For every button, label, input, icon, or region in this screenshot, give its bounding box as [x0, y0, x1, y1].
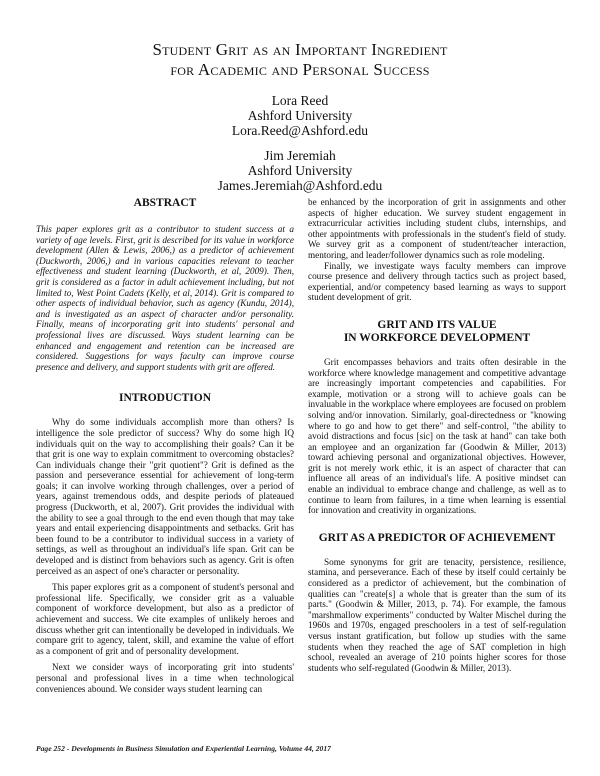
author-name: Jim Jeremiah: [264, 148, 336, 163]
workforce-heading-line-1: GRIT AND ITS VALUE: [377, 318, 497, 331]
author-affiliation: Ashford University: [247, 108, 353, 123]
predictor-paragraph: Some synonyms for grit are tenacity, persistence, resilience, stamina, and perseverance. Each of these by itself could certainly be considered as a predictor of achievement, but the combination of qualities can "create[s] a whole that is greater than the sum of its parts." (Goodwin & Miller, 2013, p. 74). For example, the famous "marshmallow experiments" conducted by Walter Mischel during the 1960s and 1970s, engaged preschoolers in a test of self-regulation versus instant gratification, but follow up studies with the same students when they reached the age of SAT completion in high school, revealed an average of 210 points higher scores for those students who self-regulated (Goodwin & Miller, 2013).: [308, 556, 566, 673]
intro-paragraph-1: Why do some individuals accomplish more than others? Is intelligence the sole predictor of success? Why do some high IQ individuals quit on the way to accomplishing their goals? Can it be that grit is one way to explain commitment to overcoming obstacles? Can individuals change their "grit quotient"? Grit is defined as the passion and perseverance essential for achievement of long-term goals; it can involve working through challenges, over a period of years, against tremendous odds, and despite periods of plateaued progress (Duckworth, et al, 2007). Grit provides the individual with the ability to see a goal through to the end even though that may take years and entail experiencing disappointments and setbacks. Grit has been found to be a contributor to individual success in a variety of settings, as well as throughout an individual's life span. Grit can be developed and is distinct from behaviors such as agency. Grit is often perceived as an aspect of one's character or personality.: [36, 417, 294, 576]
page-footer: Page 252 - Developments in Business Simulation and Experiential Learning, Volume 44, 2017: [36, 744, 331, 753]
left-column: [36, 197, 294, 694]
author-block-2: [0, 148, 600, 193]
title-line-1: Student Grit as an Important Ingredient: [152, 40, 448, 59]
intro-paragraph-2: This paper explores grit as a component of student's personal and professional life. Specifically, we consider grit as a valuable component of workforce development, but also as a predictor of achievement and success. We cite examples of unlikely heroes and discuss whether grit can intentionally be developed in individuals. We compare grit to agency, talent, skill, and examine the value of effort as a component of grit and of personality development.: [36, 582, 294, 656]
abstract-heading: ABSTRACT: [133, 197, 197, 209]
author-block-1: [0, 93, 600, 138]
workforce-paragraph: Grit encompasses behaviors and traits often desirable in the workforce where knowledge management and competitive advantage are increasingly important competencies and capabilities. For example, motivation or a strong will to achieve goals can be invaluable in the workplace where employees are focused on problem solving and/or innovation. Similarly, goal-directedness or "knowing where to go and how to get there" and self-control, "the ability to avoid distractions and focus [sic] on the task at hand" can take both an employee and an organization far (Goodwin & Miller, 2013) toward achieving personal and organizational objectives. However, grit is not merely work ethic, it is an aspect of character that can influence all areas of an individual's life. A positive mindset can enable an individual to embrace change and challenge, as well as to continue to learn from failures, in a time when learning is essential for innovation and creativity in organizations.: [308, 356, 566, 516]
workforce-heading-line-2: IN WORKFORCE DEVELOPMENT: [343, 331, 531, 344]
intro-paragraph-3: Next we consider ways of incorporating grit into students' personal and professional lives in a time when technological conveniences abound. We consider ways student learning can: [36, 662, 294, 694]
right-column: [308, 197, 566, 673]
intro-continued-paragraph-2: Finally, we investigate ways faculty members can improve course presence and delivery through tactics such as project based, experiential, and/or competency based learning as ways to support student development of grit.: [308, 260, 566, 303]
author-name: Lora Reed: [271, 93, 329, 108]
abstract-text: This paper explores grit as a contributor to student success at a variety of age levels. First, grit is described for its value in workforce development (Allen & Lewis, 2006,) as a predictor of achievement (Duckworth, 2006,) and in various capacities relevant to teacher effectiveness and student learning (Duckworth, et al, 2009). Then, grit is considered as a factor in adult achievement including, but not limited to, West Point Cadets (Kelly, et al, 2014). Grit is compared to other aspects of individual behavior, such as agency (Kundu, 2014), and is investigated as an aspect of character and/or personality. Finally, means of incorporating grit into students' personal and professional lives are discussed. Ways student learning can be enhanced and engagement and retention can be increased are considered. Suggestions for ways faculty can improve course presence and delivery, and support students with grit are offered.: [36, 224, 294, 372]
title-line-2: for Academic and Personal Success: [170, 60, 430, 79]
author-affiliation: Ashford University: [247, 163, 353, 178]
predictor-heading: GRIT AS A PREDICTOR OF ACHIEVEMENT: [318, 531, 556, 544]
introduction-heading: INTRODUCTION: [118, 392, 211, 405]
author-email: James.Jeremiah@Ashford.edu: [217, 178, 383, 193]
intro-continued-paragraph-1: be enhanced by the incorporation of grit in assignments and other aspects of higher education. We survey student engagement in extracurricular activities including student clubs, internships, and other appointments with professionals in the student's field of study. We survey grit as a component of student/teacher interaction, mentoring, and leader/follower dynamics such as role modeling.: [308, 197, 566, 260]
author-email: Lora.Reed@Ashford.edu: [231, 123, 369, 138]
paper-title: [0, 40, 600, 80]
